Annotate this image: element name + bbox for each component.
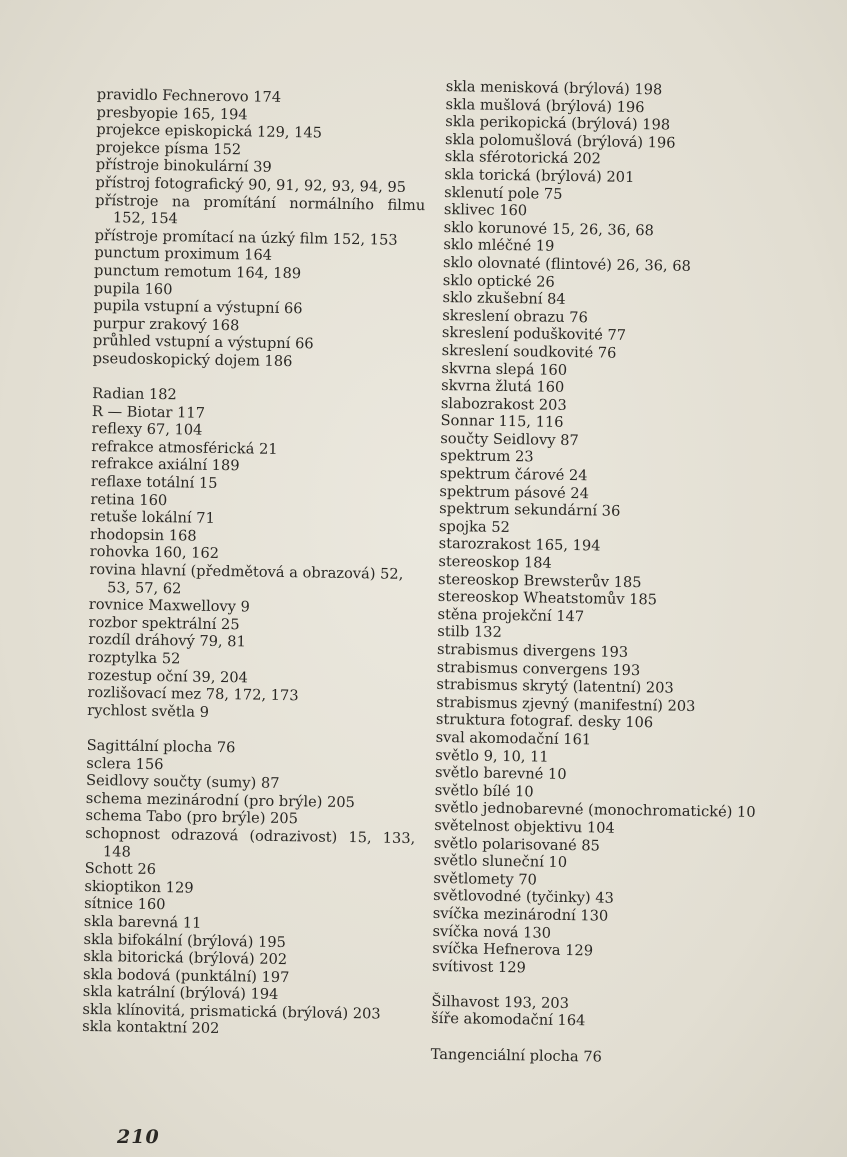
index-entry: starozrakost 165, 194 (438, 535, 601, 555)
index-entry: skla perikopická (brýlová) 198 (445, 113, 671, 134)
index-entry: skvrna žlutá 160 (441, 377, 565, 396)
index-entry: spektrum sekundární 36 (439, 500, 621, 521)
index-entry: rozdíl dráhový 79, 81 (88, 631, 246, 651)
index-entry: stilb 132 (437, 623, 502, 642)
index-entry: skla kontaktní 202 (82, 1018, 220, 1038)
index-entry: sklo mléčné 19 (443, 236, 555, 256)
index-entry: svíčka mezinárodní 130 (432, 904, 609, 925)
page-number: 210 (117, 1126, 160, 1148)
index-entry: skla barevná 11 (83, 912, 202, 932)
index-entry: světlo barevné 10 (434, 764, 567, 784)
index-entry: rovnice Maxwellovy 9 (88, 596, 251, 616)
index-entry: světlo polarisované 85 (433, 834, 601, 855)
index-entry: pravidlo Fechnerovo 174 (96, 86, 282, 106)
index-entry: šíře akomodační 164 (431, 1010, 586, 1030)
index-entry: purpur zrakový 168 (93, 314, 240, 334)
index-entry: skioptikon 129 (84, 877, 194, 897)
index-entry: sklo olovnaté (flintové) 26, 36, 68 (442, 253, 691, 275)
index-entry: světlo 9, 10, 11 (435, 746, 549, 766)
index-entry: Radian 182 (92, 385, 177, 404)
index-entry: rozestup oční 39, 204 (87, 666, 249, 687)
index-entry: Seidlovy součty (sumy) 87 (85, 772, 280, 793)
index-entry: skla torická (brýlová) 201 (444, 165, 635, 186)
index-entry: skla katrální (brýlová) 194 (82, 983, 279, 1004)
index-entry: refrakce axiální 189 (90, 455, 240, 475)
index-entry: světlovodné (tyčinky) 43 (433, 887, 615, 908)
index-entry: skvrna slepá 160 (441, 359, 568, 379)
index-entry: skla klínovitá, prismatická (brýlová) 203 (82, 1000, 381, 1023)
index-entry: skreslení soudkovité 76 (441, 341, 617, 362)
index-entry: sklo optické 26 (442, 271, 555, 291)
index-entry: spektrum čárové 24 (439, 465, 588, 485)
index-entry: přístroj fotografický 90, 91, 92, 93, 94, 95 (95, 173, 407, 196)
index-entry: Schott 26 (84, 860, 157, 879)
index-entry: Tangenciální plocha 76 (430, 1045, 603, 1066)
index-entry: sítnice 160 (84, 895, 166, 914)
index-entry: rozptylka 52 (87, 648, 181, 668)
index-entry: skla sférotorická 202 (444, 148, 602, 168)
index-entry: svíčka nová 130 (432, 922, 552, 942)
index-entry: punctum proximum 164 (94, 244, 273, 265)
index-entry: světlo sluneční 10 (433, 852, 568, 872)
index-entry: strabismus divergens 193 (436, 640, 629, 661)
index-entry: sklivec 160 (443, 201, 528, 220)
index-entry: skla menisková (brýlová) 198 (445, 78, 663, 99)
index-entry: schema Tabo (pro brýle) 205 (85, 807, 299, 828)
index-entry: světlo bílé 10 (434, 781, 534, 801)
index-entry: spojka 52 (438, 517, 510, 536)
index-entry: sklo zkušební 84 (442, 289, 566, 309)
index-entry: spektrum pásové 24 (439, 482, 590, 502)
index-entry: pseudoskopický dojem 186 (92, 349, 293, 371)
index-entry: skla bodová (punktální) 197 (82, 965, 290, 986)
index-entry: schopnost odrazová (odrazivost) 15, 133, 148 (85, 824, 416, 861)
index-entry: Šilhavost 193, 203 (431, 992, 570, 1012)
index-entry: sval akomodační 161 (435, 728, 592, 749)
index-entry: skla mušlová (brýlová) 196 (445, 95, 645, 116)
index-entry: reflexy 67, 104 (91, 420, 203, 439)
index-entry: strabismus zjevný (manifestní) 203 (436, 693, 696, 715)
index-entry: Sonnar 115, 116 (440, 412, 564, 432)
index-entry: pupila vstupní a výstupní 66 (93, 297, 303, 318)
index-entry: skla polomušlová (brýlová) 196 (444, 130, 676, 152)
index-entry: struktura fotograf. desky 106 (435, 711, 654, 732)
index-entry: přístroje binokulární 39 (95, 156, 272, 177)
index-entry: retuše lokální 71 (90, 508, 215, 528)
index-entry: sclera 156 (86, 754, 164, 773)
index-entry: přístroje promítací na úzký film 152, 153 (94, 226, 398, 249)
index-entry: spektrum 23 (439, 447, 534, 466)
index-entry: schema mezinárodní (pro brýle) 205 (85, 789, 356, 811)
index-entry: světelnost objektivu 104 (434, 816, 615, 837)
index-entry: presbyopie 165, 194 (96, 103, 248, 123)
index-entry: sklo korunové 15, 26, 36, 68 (443, 218, 655, 240)
index-entry: stereoskop Wheatstomův 185 (437, 588, 658, 609)
index-entry: projekce episkopická 129, 145 (96, 121, 323, 142)
index-entry: stereoskop 184 (438, 552, 552, 572)
index-entry: retina 160 (90, 490, 168, 509)
index-entry: slabozrakost 203 (440, 394, 567, 414)
index-column-left (82, 86, 427, 1041)
index-entry: průhled vstupní a výstupní 66 (92, 332, 314, 353)
index-entry: rohovka 160, 162 (89, 543, 220, 563)
index-entry: pupila 160 (93, 279, 173, 298)
index-entry: součty Seidlovy 87 (440, 429, 579, 450)
index-entry: skreslení obrazu 76 (442, 306, 588, 326)
index-entry: reflaxe totální 15 (90, 473, 218, 493)
index-entry: stereoskop Brewsterův 185 (437, 570, 642, 591)
index-entry: strabismus skrytý (latentní) 203 (436, 676, 674, 697)
index-entry: rychlost světla 9 (87, 701, 210, 721)
index-entry: svíčka Hefnerova 129 (432, 939, 594, 960)
index-entry: stěna projekční 147 (437, 605, 585, 626)
index-entry: strabismus convergens 193 (436, 658, 641, 679)
index-entry: skreslení poduškovité 77 (441, 324, 627, 345)
index-entry: refrakce atmosférická 21 (91, 437, 278, 458)
index-entry: Sagittální plocha 76 (86, 736, 236, 757)
index-entry: punctum remotum 164, 189 (93, 261, 302, 283)
index-entry: skla bifokální (brýlová) 195 (83, 930, 287, 951)
index-entry: R — Biotar 117 (91, 402, 206, 422)
index-entry: svítivost 129 (431, 957, 526, 977)
index-entry: světlo jednobarevné (monochromatické) 10 (434, 799, 756, 822)
index-entry: rhodopsin 168 (89, 525, 197, 545)
index-entry: projekce písma 152 (95, 138, 242, 159)
index-entry: přístroje na promítání normálního filmu 152, 154 (95, 191, 426, 228)
index-entry: rozbor spektrální 25 (88, 613, 240, 634)
index-entry: rovina hlavní (předmětová a obrazová) 52, 53, 57, 62 (89, 560, 404, 598)
index-entry: světlomety 70 (433, 869, 538, 889)
index-entry: rozlišovací mez 78, 172, 173 (87, 684, 299, 705)
index-column-right (431, 78, 776, 1068)
index-entry: sklenutí pole 75 (444, 183, 563, 203)
index-entry: skla bitorická (brýlová) 202 (83, 947, 288, 969)
